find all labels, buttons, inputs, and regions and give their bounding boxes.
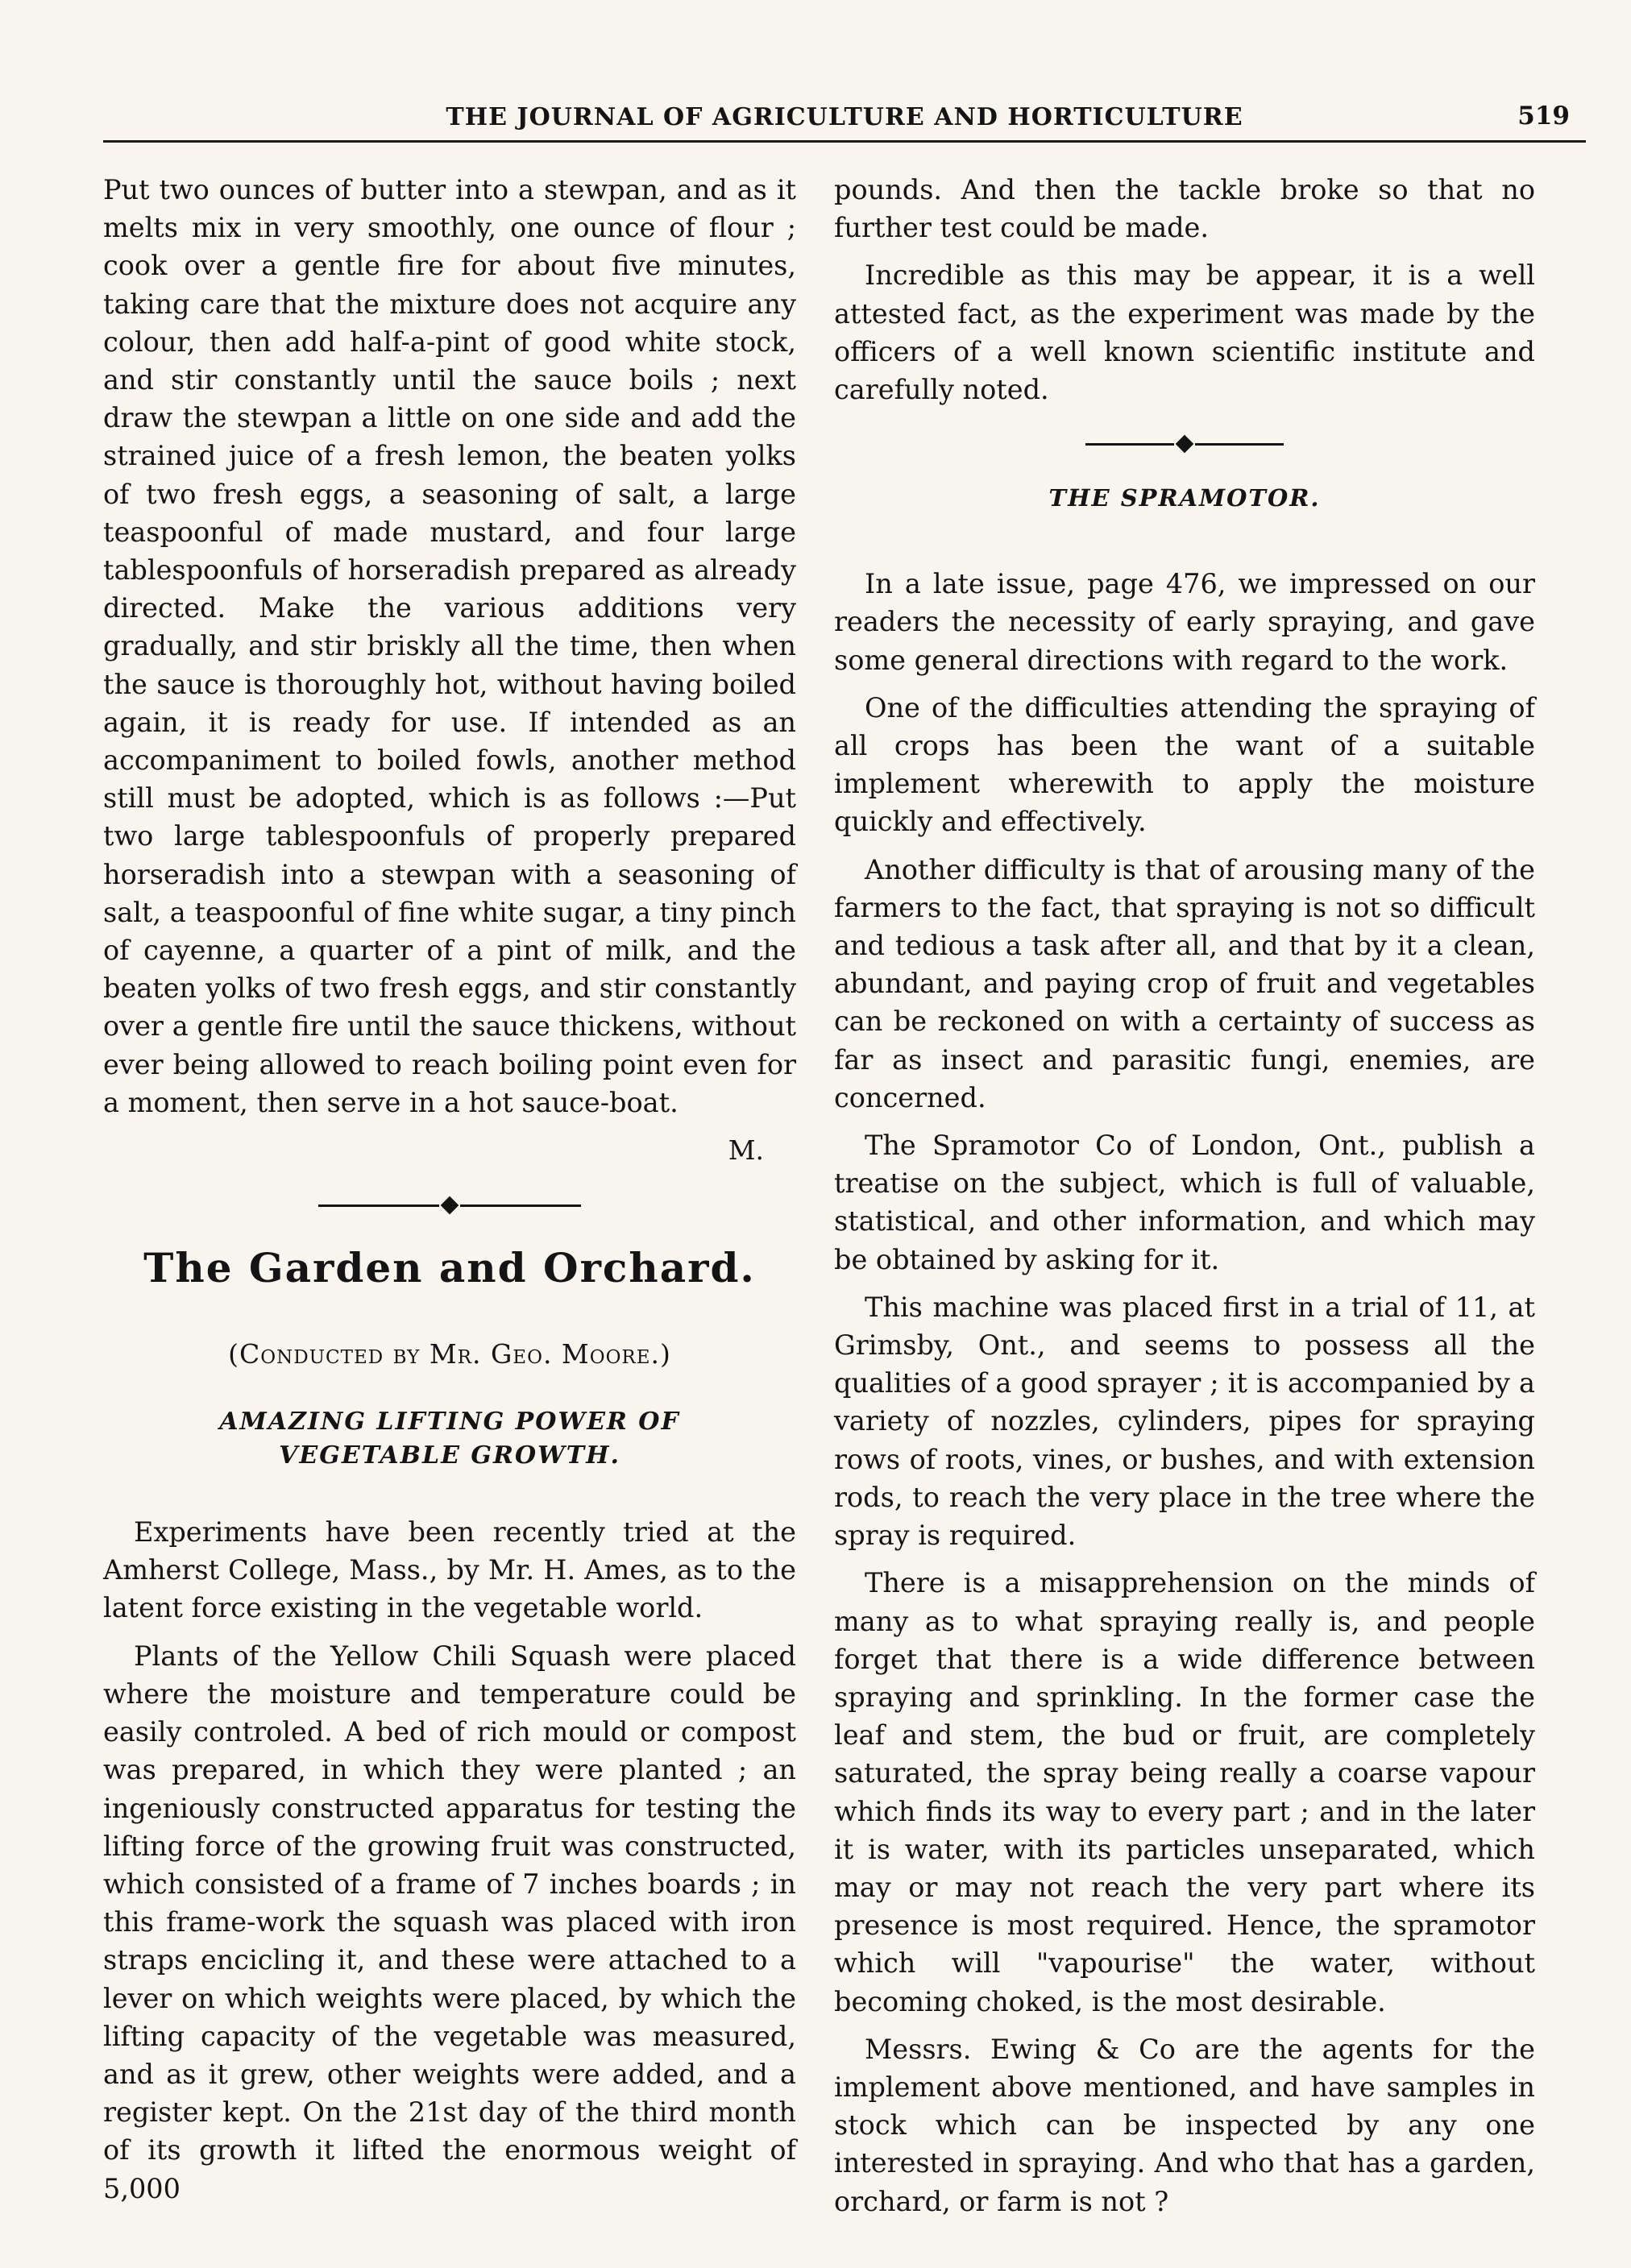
section-divider [834, 436, 1535, 452]
section-byline: (Conducted by Mr. Geo. Moore.) [228, 1338, 671, 1370]
article-paragraph: The Spramotor Co of London, Ont., publish a treatise on the subject, which is full of valuable, statistical, and other information, and which may be obtained by asking for it. [834, 1130, 1535, 1275]
article-paragraph: Messrs. Ewing & Co are the agents for the implement above mentioned, and have samples in stock which can be inspected by any one interested in spraying. And who that has a garden, orchard, or farm is not ? [834, 2033, 1535, 2217]
divider-line [460, 1204, 581, 1207]
divider-line [318, 1204, 439, 1207]
article-paragraph: One of the difficulties attending the spraying of all crops has been the want of a suitable implement wherewith to apply the moisture quickly and effectively. [834, 691, 1535, 838]
right-column [834, 171, 1535, 2230]
divider-line [1195, 443, 1284, 446]
diamond-ornament-icon [441, 1196, 459, 1215]
left-column [103, 171, 796, 2217]
article-title: THE SPRAMOTOR. [1048, 484, 1321, 512]
recipe-paragraph: Put two ounces of butter into a stewpan, and as it melts mix in very smoothly, one ounce of flour ; cook over a gentle fire for about five minutes, taking care that the mixture does not acquire any colour, then add half-a-pint of good white stock, and stir constantly until the sauce boils ; next draw the stewpan a little on one side and add the strained juice of a fresh lemon, the beaten yolks of two fresh eggs, a seasoning of salt, a large teaspoonful of made mustard, and four large tablespoonfuls of horseradish prepared as already directed. Make the various additions very gradually, and stir briskly all the time, then when the sauce is thoroughly hot, without having boiled again, it is ready for use. If intended as an accompaniment to boiled fowls, another method still must be adopted, which is as follows :—Put two large tablespoonfuls of properly prepared horseradish into a stewpan with a seasoning of salt, a teaspoonful of fine white sugar, a tiny pinch of cayenne, a quarter of a pint of milk, and the beaten yolks of two fresh eggs, and stir constantly over a gentle fire until the sauce thickens, without ever being allowed to reach boiling point even for a moment, then serve in a hot sauce-boat. [103, 174, 796, 1118]
continued-paragraph: pounds. And then the tackle broke so that no further test could be made. [834, 174, 1535, 244]
divider-line [1085, 443, 1174, 446]
article-title-line: AMAZING LIFTING POWER OF [219, 1408, 680, 1437]
section-divider [103, 1197, 796, 1213]
page-number: 519 [1517, 102, 1570, 131]
author-signature: M. [728, 1134, 764, 1167]
article-title [103, 1405, 796, 1473]
journal-title: THE JOURNAL OF AGRICULTURE AND HORTICULTURE [446, 103, 1243, 131]
article-paragraph: Another difficulty is that of arousing many of the farmers to the fact, that spraying is not so difficult and tedious a task after all, and that by it a clean, abundant, and paying crop of fruit and vegetables can be reckoned on with a certainty of success as far as insect and parasitic fungi, enemies, are concerned. [834, 853, 1535, 1113]
section-title: The Garden and Orchard. [143, 1244, 756, 1292]
diamond-ornament-icon [1176, 435, 1194, 454]
article-paragraph: Experiments have been recently tried at the Amherst College, Mass., by Mr. H. Ames, as to the latent force existing in the vegetable world. [103, 1516, 796, 1624]
article-title-line: VEGETABLE GROWTH. [279, 1441, 620, 1470]
article-paragraph: Plants of the Yellow Chili Squash were placed where the moisture and temperature could be easily controled. A bed of rich mould or compost was prepared, in which they were planted ; an ingeniously constructed apparatus for testing the lifting force of the growing fruit was constructed, which consisted of a frame of 7 inches boards ; in this frame-work the squash was placed with iron straps encicling it, and these were attached to a lever on which weights were placed, by which the lifting capacity of the vegetable was measured, and as it grew, other weights were added, and a register kept. On the 21st day of the third month of its growth it lifted the enormous weight of 5,000 [103, 1640, 796, 2204]
running-header [103, 95, 1586, 143]
article-paragraph: There is a misapprehension on the minds of many as to what spraying really is, and people forget that there is a wide difference between spraying and sprinkling. In the former case the leaf and stem, the bud or fruit, are completely saturated, the spray being really a coarse vapour which finds its way to every part ; and in the later it is water, with its particles unseparated, which may or may not reach the very part where its presence is most required. Hence, the spramotor which will "vapourise" the water, without becoming choked, is the most desirable. [834, 1567, 1535, 2017]
article-paragraph: Incredible as this may be appear, it is a well attested fact, as the experiment was made by the officers of a well known scientific institute and carefully noted. [834, 259, 1535, 406]
article-paragraph: In a late issue, page 476, we impressed on our readers the necessity of early spraying, and gave some general directions with regard to the work. [834, 568, 1535, 676]
article-paragraph: This machine was placed first in a trial of 11, at Grimsby, Ont., and seems to possess all the qualities of a good sprayer ; it is accompanied by a variety of nozzles, cylinders, pipes for spraying rows of roots, vines, or bushes, and with extension rods, to reach the very place in the tree where the spray is required. [834, 1291, 1535, 1552]
